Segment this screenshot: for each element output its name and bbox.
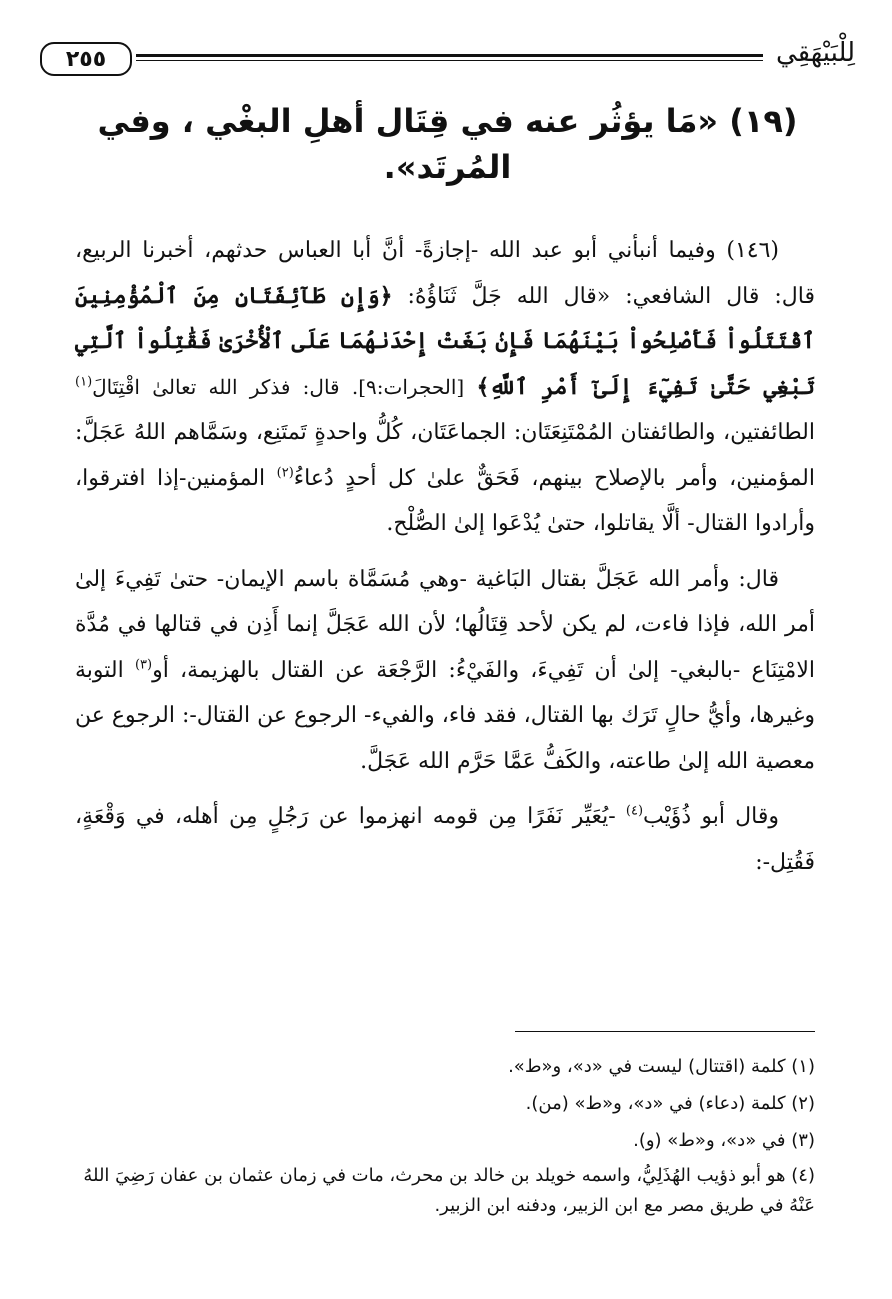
page-number: ٢٥٥ [40, 42, 132, 76]
paragraph-2 [75, 557, 815, 785]
main-text [75, 228, 815, 895]
footnote-ref-2[interactable]: (٢) [276, 465, 294, 481]
chapter-title: «مَا يؤثُر عنه في قِتَال أهلِ البغْي ، وفي المُرتَد». [97, 102, 719, 186]
text-run: (١٤٦) وفيما أنبأني أبو عبد الله -إجازةً- أنَّ أبا العباس حدثهم، أخبرنا الربيع، قال: قال الشافعي: «قال الله جَلَّ ثَنَاؤُهُ: [75, 238, 815, 309]
footnote-ref-1[interactable]: (١) [75, 374, 93, 390]
footnote-separator [515, 1031, 815, 1032]
text-run: وقال أبو ذُؤَيْب [643, 804, 779, 829]
verse-reference: [الحجرات:٩]. قال: فذكر الله تعالىٰ اقْتِتَالَ [92, 374, 477, 399]
footnote-4: (٤) هو أبو ذؤيب الهُذَلِيُّ، واسمه خويلد بن خالد بن محرث، مات في زمان عثمان بن عفان رَضِيَ اللهُ عَنْهُ في طريق مصر مع ابن الزبير، ودفنه ابن الزبير. [83, 1165, 815, 1216]
footnote-3: (٣) في «د»، و«ط» (و). [633, 1130, 815, 1151]
paragraph-146 [75, 228, 815, 547]
page-header [40, 38, 855, 80]
running-title: لِلْبَيْهَقِي [775, 38, 855, 68]
text-run: -يُعَيِّر نَفَرًا مِن قومه انهزموا عن رَجُلٍ مِن أهله، في وَقْعَةٍ، فَقُتِل-: [75, 804, 815, 875]
footnotes [75, 1050, 815, 1225]
footnote-ref-3[interactable]: (٣) [134, 657, 153, 673]
text-run: المؤمنين-إذا افترقوا، وأرادوا القتال- ألَّا يقاتلوا، حتىٰ يُدْعَوا إلىٰ الصُّلْح. [75, 465, 815, 536]
text-run: الطائفتين، والطائفتان المُمْتَنِعَتَان: الجماعَتَان، كُلُّ واحدةٍ تَمتَنِع، وسَمَّاهم اللهُ عَجَلَّ: المؤمنين، وأمر بالإصلاح بينهم، فَحَقٌّ علىٰ كل أحدٍ دُعاءُ [75, 420, 815, 491]
header-rule [136, 54, 763, 61]
footnote-ref-4[interactable]: (٤) [625, 803, 644, 819]
chapter-number: (١٩) [729, 102, 798, 140]
text-run: التوبة وغيرها، وأيُّ حالٍ تَرَك بها القتال، فقد فاء، والفيء- الرجوع عن القتال-: الرجوع عن معصية الله إلىٰ طاعته، والكَفُّ عَمَّا حَرَّم الله عَجَلَّ. [75, 657, 815, 774]
footnote-1: (١) كلمة (اقتتال) ليست في «د»، و«ط». [508, 1056, 815, 1077]
text-run: قال: وأمر الله عَجَلَّ بقتال البَاغية -وهي مُسَمَّاة باسم الإيمان- حتىٰ تَفِيءَ إلىٰ أمر الله، فإذا فاءت، لم يكن لأحد قِتَالُها؛ لأن الله عَجَلَّ إنما أَذِن في قتالها في مُدَّة الامْتِنَاع -بالبغي- إلىٰ أن تَفِيءَ، والفَيْءُ: الرَّجْعَة عن القتال بالهزيمة، أو [75, 566, 815, 683]
paragraph-3 [75, 794, 815, 885]
quran-verse: ﴿وَإِن طَآئِفَتَانِ مِنَ ٱلْمُؤْمِنِينَ ٱقْتَتَلُواْ فَأَصْلِحُواْ بَيْنَهُمَا فَإِنۢ بَغَتْ إِحْدَىٰهُمَا عَلَى ٱلْأُخْرَىٰ فَقَٰتِلُواْ ٱلَّتِي تَبْغِي حَتَّىٰ تَفِيٓءَ إِلَىٰٓ أَمْرِ ٱللَّهِ﴾ [75, 282, 816, 400]
footnote-2: (٢) كلمة (دعاء) في «د»، و«ط» (من). [525, 1093, 815, 1114]
chapter-heading [40, 98, 855, 190]
